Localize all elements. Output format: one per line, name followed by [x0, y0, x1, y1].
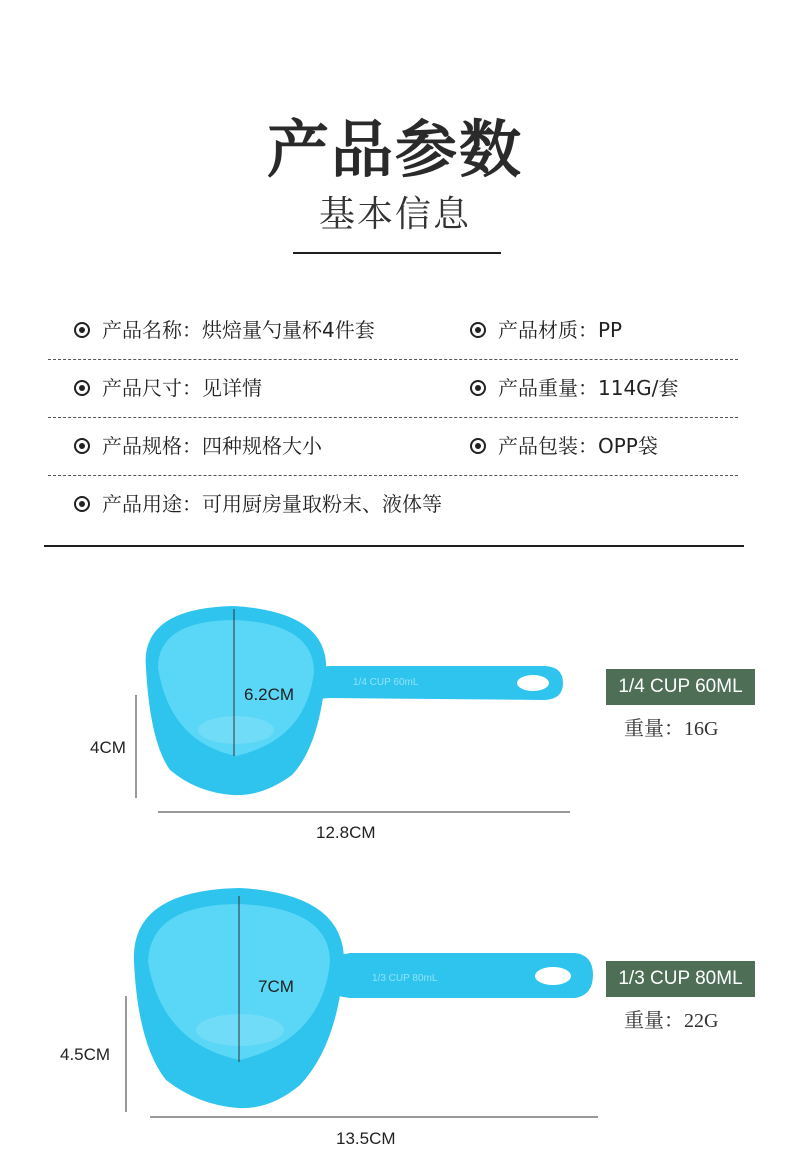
measuring-cup-small	[136, 606, 570, 812]
measuring-cup-large	[126, 888, 598, 1117]
handle-label: 1/3 CUP 80mL	[372, 973, 438, 984]
page-title: 产品参数	[266, 113, 523, 186]
height-label: 4CM	[90, 738, 126, 757]
spec-text: 产品材质：PP	[498, 318, 623, 342]
capacity-badge: 1/3 CUP 80ML	[606, 961, 755, 997]
spec-text: 产品用途：可用厨房量取粉末、液体等	[102, 492, 442, 516]
diameter-label: 7CM	[258, 977, 294, 996]
spec-text: 产品尺寸：见详情	[102, 376, 262, 400]
page-subtitle: 基本信息	[318, 194, 471, 235]
spec-text: 产品包装：OPP袋	[498, 434, 658, 458]
weight-label: 重量：22G	[624, 1010, 719, 1032]
spec-text: 产品重量：114G/套	[498, 376, 679, 400]
cup-bottom	[198, 716, 274, 744]
spec-text: 产品名称：烘焙量勺量杯4件套	[102, 318, 375, 342]
handle-hole	[535, 967, 571, 985]
spec-text: 产品规格：四种规格大小	[102, 434, 322, 458]
height-label: 4.5CM	[60, 1045, 111, 1064]
length-label: 13.5CM	[336, 1129, 396, 1148]
weight-label: 重量：16G	[624, 718, 719, 740]
capacity-badge: 1/4 CUP 60ML	[606, 669, 755, 705]
handle-label: 1/4 CUP 60mL	[353, 677, 419, 688]
length-label: 12.8CM	[316, 823, 376, 842]
cup-bottom	[196, 1014, 284, 1046]
handle-hole	[517, 675, 549, 691]
diameter-label: 6.2CM	[244, 685, 295, 704]
